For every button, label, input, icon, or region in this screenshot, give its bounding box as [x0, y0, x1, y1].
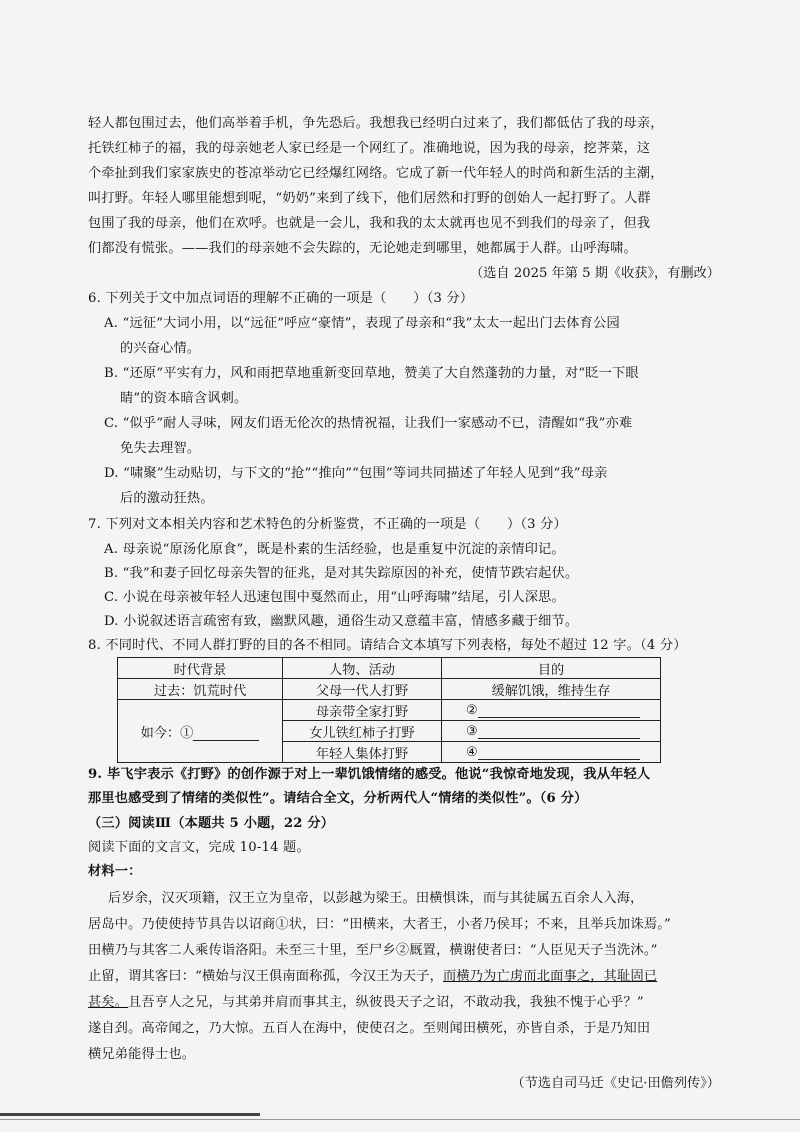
q9-line-1: 9. 毕飞宇表示《打野》的创作源于对上一辈饥饿情绪的感受。他说“我惊奇地发现，我从年轻人 — [88, 767, 651, 782]
material-label: 材料一： — [88, 864, 142, 879]
scan-edge-line — [0, 1113, 260, 1116]
table-header: 人物、活动 — [283, 658, 442, 679]
passage-line: 叫打野。年轻人哪里能想到呢，“奶奶”来到了线下，他们居然和打野的创始人一起打野了。人群 — [88, 191, 651, 206]
table-header-row — [118, 658, 661, 679]
table-row — [118, 700, 661, 721]
q7-option-b: B. “我”和妻子回忆母亲失智的征兆，是对其失踪原因的补充，使情节跌宕起伏。 — [104, 566, 579, 581]
table-cell: 女儿铁红柿子打野 — [283, 721, 442, 742]
classical-line: 后岁余，汉灭项籍，汉王立为皇帝，以彭越为梁王。田横惧诛，而与其徒属五百余人入海， — [108, 891, 644, 906]
q9-line-2: 那里也感受到了情绪的类似性”。请结合全文，分析两代人“情绪的类似性”。（6 分） — [88, 791, 588, 806]
classical-source: （节选自司马迁《史记·田儋列传》） — [511, 1076, 720, 1091]
section-instruction: 阅读下面的文言文，完成 10-14 题。 — [88, 840, 310, 855]
answer-blank-4[interactable] — [478, 759, 640, 760]
q6-option-d: D. “啸聚”生动贴切，与下文的“抢”“推向”“包围”等词共同描述了年轻人见到“我”母亲 — [104, 466, 608, 481]
table-cell: 缓解饥饿，维持生存 — [442, 679, 661, 700]
table-cell: 父母一代人打野 — [283, 679, 442, 700]
classical-line: 田横乃与其客二人乘传诣洛阳。未至三十里，至尸乡②厩置，横谢使者曰：“人臣见天子当洗沐。” — [88, 943, 658, 958]
q6-option-d-cont: 后的激动狂热。 — [120, 491, 214, 506]
q7-option-a: A. 母亲说“原汤化原食”，既是朴素的生活经验，也是重复中沉淀的亲情印记。 — [104, 542, 565, 557]
blank-mark: ③ — [466, 723, 478, 739]
classical-line: 居岛中。乃使使持节具告以诏商①状，曰：“田横来，大者王，小者乃侯耳；不来，且举兵加诛焉。” — [88, 917, 671, 932]
q8-stem: 8. 不同时代、不同人群打野的目的各不相同。请结合文本填写下列表格，每处不超过 12 字。（4 分） — [88, 638, 687, 653]
q7-option-c: C. 小说在母亲被年轻人迅速包围中戛然而止，用“山呼海啸”结尾，引人深思。 — [104, 590, 565, 605]
classical-line — [88, 991, 644, 1010]
table-row — [118, 679, 661, 700]
answer-blank-1[interactable] — [193, 740, 259, 741]
passage-source: （选自 2025 年第 5 期《收获》，有删改） — [470, 266, 720, 281]
table-cell: 过去：饥荒时代 — [118, 679, 283, 700]
classical-text: 止留，谓其客曰：“横始与汉王俱南面称孤，今汉王为天子， — [88, 969, 444, 984]
table-header: 目的 — [442, 658, 661, 679]
q8-table — [117, 657, 661, 763]
answer-blank-2[interactable] — [478, 717, 640, 718]
table-cell: 母亲带全家打野 — [283, 700, 442, 721]
q6-stem: 6. 下列关于文中加点词语的理解不正确的一项是（ ）（3 分） — [88, 291, 474, 306]
section-heading: （三）阅读Ⅲ（本题共 5 小题，22 分） — [88, 816, 335, 831]
q6-option-a-cont: 的兴奋心情。 — [120, 341, 201, 356]
blank-mark: ④ — [466, 744, 478, 760]
passage-line: 个牵扯到我们家家族史的苍凉举动它已经爆红网络。它成了新一代年轻人的时尚和新生活的主潮， — [88, 166, 664, 181]
q7-stem: 7. 下列对文本相关内容和艺术特色的分析鉴赏，不正确的一项是（ ）（3 分） — [88, 517, 567, 532]
passage-line: 们都没有慌张。——我们的母亲她不会失踪的，无论她走到哪里，她都属于人群。山呼海啸。 — [88, 241, 637, 256]
underlined-sentence: 甚矣。 — [88, 995, 129, 1010]
classical-text: 且吾亨人之兄，与其弟并肩而事其主，纵彼畏天子之诏，不敢动我，我独不愧于心乎？” — [128, 995, 644, 1010]
blank-mark: ② — [466, 702, 478, 718]
table-cell — [442, 700, 661, 721]
scan-edge-line — [0, 1119, 800, 1120]
table-cell-now — [118, 700, 283, 763]
answer-blank-3[interactable] — [478, 738, 640, 739]
q6-option-a: A. “远征”大词小用，以“远征”呼应“豪情”，表现了母亲和“我”太太一起出门去体育公园 — [104, 316, 620, 331]
passage-line: 托铁红柿子的福，我的母亲她老人家已经是一个网红了。准确地说，因为我的母亲，挖荠菜，这 — [88, 141, 651, 156]
classical-line: 遂自刭。高帝闻之，乃大惊。五百人在海中，使使召之。至则闻田横死，亦皆自杀，于是乃知田 — [88, 1021, 651, 1036]
now-label: 如今：① — [140, 725, 194, 741]
passage-line: 包围了我的母亲，他们在欢呼。也就是一会儿，我和我的太太就再也见不到我们的母亲了，但我 — [88, 216, 651, 231]
q7-option-d: D. 小说叙述语言疏密有致，幽默风趣，通俗生动又意蕴丰富，情感多藏于细节。 — [104, 614, 579, 629]
underlined-sentence: 而横乃为亡虏而北面事之，其耻固已 — [443, 969, 658, 984]
q6-option-b-cont: 睛”的资本暗含讽刺。 — [120, 391, 248, 406]
table-cell — [442, 742, 661, 763]
table-cell — [442, 721, 661, 742]
q6-option-c: C. “似乎”耐人寻味，网友们语无伦次的热情祝福，让我们一家感动不已，清醒如“我”亦难 — [104, 416, 633, 431]
classical-line — [88, 965, 657, 984]
classical-line: 横兄弟能得士也。 — [88, 1047, 196, 1062]
table-cell: 年轻人集体打野 — [283, 742, 442, 763]
q6-option-c-cont: 免失去理智。 — [120, 441, 201, 456]
q6-option-b: B. “还原”平实有力，风和雨把草地重新变回草地，赞美了大自然蓬勃的力量，对“眨一下眼 — [104, 366, 639, 381]
table-header: 时代背景 — [118, 658, 283, 679]
passage-line: 轻人都包围过去，他们高举着手机，争先恐后。我想我已经明白过来了，我们都低估了我的母亲， — [88, 116, 664, 131]
